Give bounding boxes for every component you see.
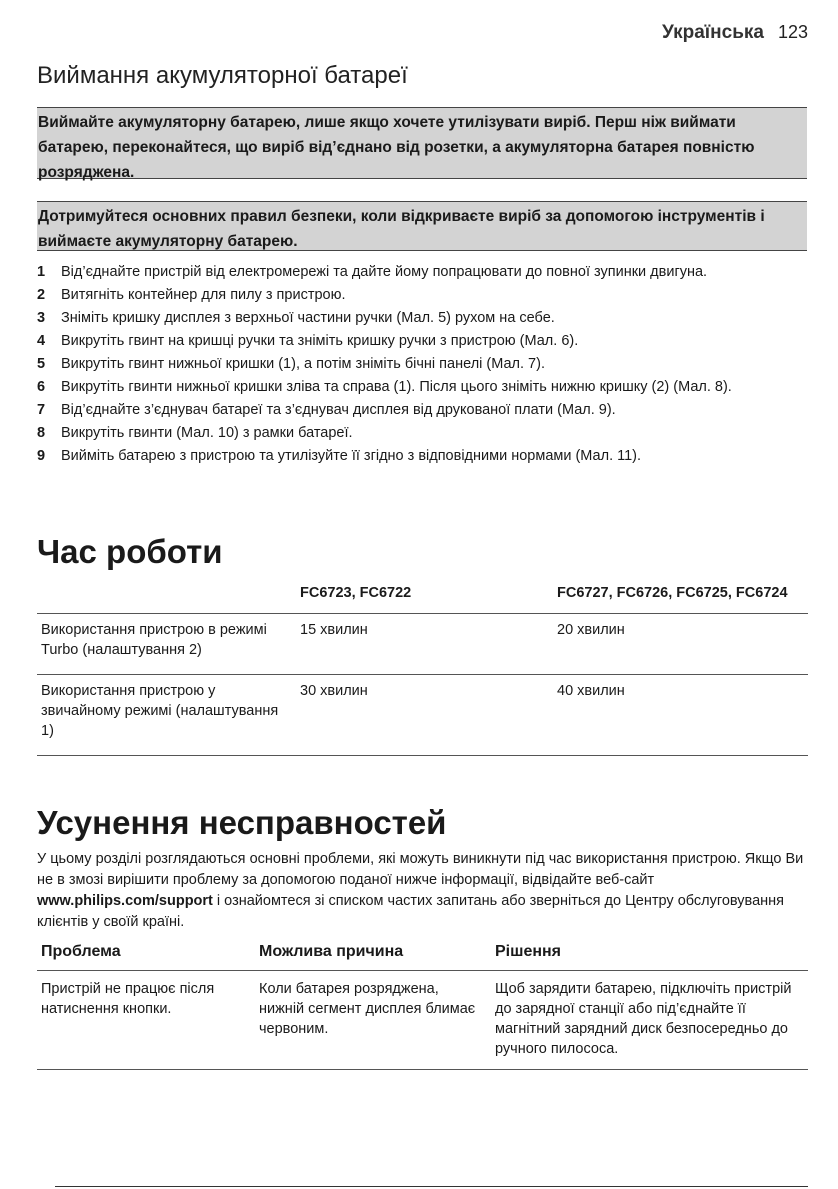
table-row: [37, 971, 808, 1070]
intro-text-end: і ознайомтеся зі списком частих запитань або зверніться до Центру обслуговування клієнтів у своїй країні.: [37, 893, 785, 930]
warning-box-dispose: Виймайте акумуляторну батарею, лише якщо хочете утилізувати виріб. Перш ніж виймати батарею, переконайтеся, що виріб від’єднано від розетки, а акумуляторна батарея повністю розряджена.: [37, 107, 807, 179]
step-number: 4: [37, 333, 46, 349]
table-row: [37, 675, 808, 756]
runtime-header-model-group-2: FC6727, FC6726, FC6725, FC6724: [553, 583, 808, 614]
step-number: 8: [37, 425, 46, 441]
step-text: Викрутіть гвинт нижньої кришки (1), а потім зніміть бічні панелі (Мал. 7).: [61, 356, 545, 372]
list-item: [37, 423, 807, 444]
runtime-table: [37, 583, 808, 756]
list-item: [37, 262, 807, 283]
list-item: [37, 354, 807, 375]
list-item: [37, 446, 807, 467]
step-text: Витягніть контейнер для пилу з пристрою.: [61, 287, 346, 303]
col-header-solution: Рішення: [491, 940, 808, 971]
removal-steps-list: [37, 262, 807, 469]
table-row: [37, 614, 808, 675]
step-number: 2: [37, 287, 46, 303]
list-item: [37, 331, 807, 352]
step-number: 7: [37, 402, 46, 418]
cause-cell: Коли батарея розряджена, нижній сегмент дисплея блимає червоним.: [255, 971, 491, 1070]
runtime-value: 30 хвилин: [296, 675, 553, 756]
intro-text: У цьому розділі розглядаються основні проблеми, які можуть виникнути під час використання пристрою. Якщо Ви не в змозі вирішити проблему за допомогою поданої нижче інформації, відвідайте веб-сайт: [37, 851, 804, 888]
solution-cell: Щоб зарядити батарею, підключіть пристрій до зарядної станції або під’єднайте її магнітний зарядний диск безпосередньо до ручного пилососа.: [491, 971, 808, 1070]
runtime-value: 15 хвилин: [296, 614, 553, 675]
step-text: Від’єднайте з’єднувач батареї та з’єднувач дисплея від друкованої плати (Мал. 9).: [61, 402, 616, 418]
table-header-row: [37, 583, 808, 614]
list-item: [37, 308, 807, 329]
runtime-header-empty: [37, 583, 296, 614]
runtime-value: 40 хвилин: [553, 675, 808, 756]
runtime-mode-label: Використання пристрою у звичайному режимі (налаштування 1): [37, 675, 296, 756]
step-text: Викрутіть гвинти (Мал. 10) з рамки батареї.: [61, 425, 353, 441]
section-title-troubleshooting: Усунення несправностей: [37, 804, 447, 841]
list-item: [37, 285, 807, 306]
page-number: 123: [777, 22, 808, 42]
footer-divider: [55, 1186, 808, 1187]
section-title-runtime: Час роботи: [37, 533, 223, 570]
troubleshooting-intro: [37, 849, 807, 933]
step-text: Викрутіть гвинт на кришці ручки та зніміть кришку ручки з пристрою (Мал. 6).: [61, 333, 579, 349]
section-title-remove-battery: Виймання акумуляторної батареї: [37, 62, 408, 89]
step-number: 6: [37, 379, 46, 395]
step-text: Зніміть кришку дисплея з верхньої частини ручки (Мал. 5) рухом на себе.: [61, 310, 555, 326]
list-item: [37, 377, 807, 398]
step-text: Вийміть батарею з пристрою та утилізуйте її згідно з відповідними нормами (Мал. 11).: [61, 448, 642, 464]
problem-cell: Пристрій не працює після натиснення кнопки.: [37, 971, 255, 1070]
step-text: Від’єднайте пристрій від електромережі та дайте йому попрацювати до повної зупинки двигуна.: [61, 264, 708, 280]
step-number: 3: [37, 310, 46, 326]
step-number: 5: [37, 356, 46, 372]
step-text: Викрутіть гвинти нижньої кришки зліва та справа (1). Після цього зніміть нижню кришку (2) (Мал. 8).: [61, 379, 732, 395]
runtime-value: 20 хвилин: [553, 614, 808, 675]
warning-box-safety: Дотримуйтеся основних правил безпеки, коли відкриваєте виріб за допомогою інструментів і виймаєте акумуляторну батарею.: [37, 201, 807, 251]
troubleshooting-table: [37, 940, 808, 1070]
support-link[interactable]: www.philips.com/support: [37, 893, 213, 909]
col-header-cause: Можлива причина: [255, 940, 491, 971]
runtime-header-model-group-1: FC6723, FC6722: [296, 583, 553, 614]
col-header-problem: Проблема: [37, 940, 255, 971]
list-item: [37, 400, 807, 421]
step-number: 1: [37, 264, 46, 280]
language-label: Українська: [662, 22, 764, 43]
runtime-mode-label: Використання пристрою в режимі Turbo (налаштування 2): [37, 614, 296, 675]
step-number: 9: [37, 448, 46, 464]
table-header-row: [37, 940, 808, 971]
page-header: [662, 22, 808, 44]
